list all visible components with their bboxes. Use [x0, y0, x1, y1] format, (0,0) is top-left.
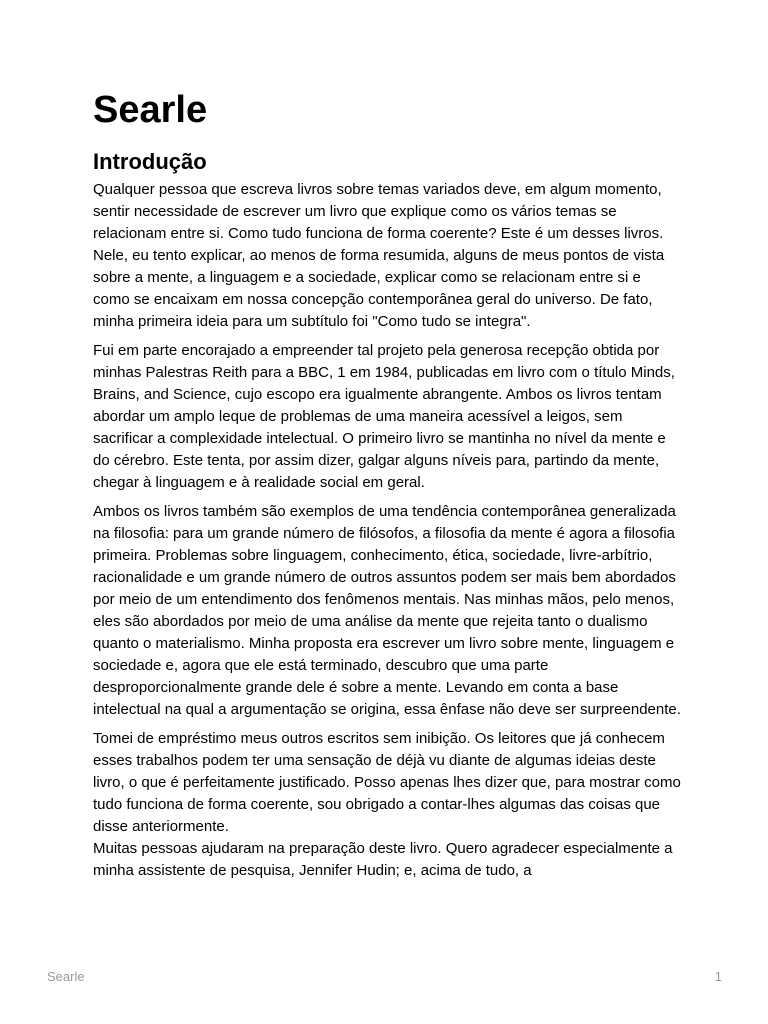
paragraph-1: Qualquer pessoa que escreva livros sobre temas variados deve, em algum momento, sentir necessidade de escrever um livro que explique como os vários temas se relacionam entre si. Como tudo funciona de forma coerente? Este é um desses livros. Nele, eu tento explicar, ao menos de forma resumida, alguns de meus pontos de vista sobre a mente, a linguagem e a sociedade, explicar como se relacionam entre si e como se encaixam em nossa concepção contemporânea geral do universo. De fato, minha primeira ideia para um subtítulo foi "Como tudo se integra".: [93, 181, 665, 330]
paragraph-4: Tomei de empréstimo meus outros escritos sem inibição. Os leitores que já conhecem esses trabalhos podem ter uma sensação de déjà vu diante de algumas ideias deste livro, o que é perfeitamente justificado. Posso apenas lhes dizer que, para mostrar como tudo funciona de forma coerente, sou obrigado a contar-lhes algumas das coisas que disse anteriormente.: [93, 730, 681, 835]
paragraph-5: Muitas pessoas ajudaram na preparação deste livro. Quero agradecer especialmente a minha assistente de pesquisa, Jennifer Hudin; e, acima de tudo, a: [93, 840, 673, 879]
page-content: [93, 86, 681, 889]
footer-page-number: 1: [714, 969, 722, 984]
paragraph-2: Fui em parte encorajado a empreender tal projeto pela generosa recepção obtida por minhas Palestras Reith para a BBC, 1 em 1984, publicadas em livro com o título Minds, Brains, and Science, cujo escopo era igualmente abrangente. Ambos os livros tentam abordar um amplo leque de problemas de uma maneira acessível a leigos, sem sacrificar a complexidade intelectual. O primeiro livro se mantinha no nível da mente e do cérebro. Este tenta, por assim dizer, galgar alguns níveis para, partindo da mente, chegar à linguagem e à realidade social em geral.: [93, 342, 675, 491]
paragraph-3: Ambos os livros também são exemplos de uma tendência contemporânea generalizada na filosofia: para um grande número de filósofos, a filosofia da mente é agora a filosofia primeira. Problemas sobre linguagem, conhecimento, ética, sociedade, livre-arbítrio, racionalidade e um grande número de outros assuntos podem ser mais bem abordados por meio de um entendimento dos fenômenos mentais. Nas minhas mãos, pelo menos, eles são abordados por meio de uma análise da mente que rejeita tanto o dualismo quanto o materialismo. Minha proposta era escrever um livro sobre mente, linguagem e sociedade e, agora que ele está terminado, descubro que uma parte desproporcionalmente grande dele é sobre a mente. Levando em conta a base intelectual na qual a argumentação se origina, essa ênfase não deve ser surpreendente.: [93, 503, 681, 718]
document-title: Searle: [93, 89, 208, 131]
footer-running-title: Searle: [47, 969, 85, 984]
section-heading: Introdução: [93, 149, 207, 174]
